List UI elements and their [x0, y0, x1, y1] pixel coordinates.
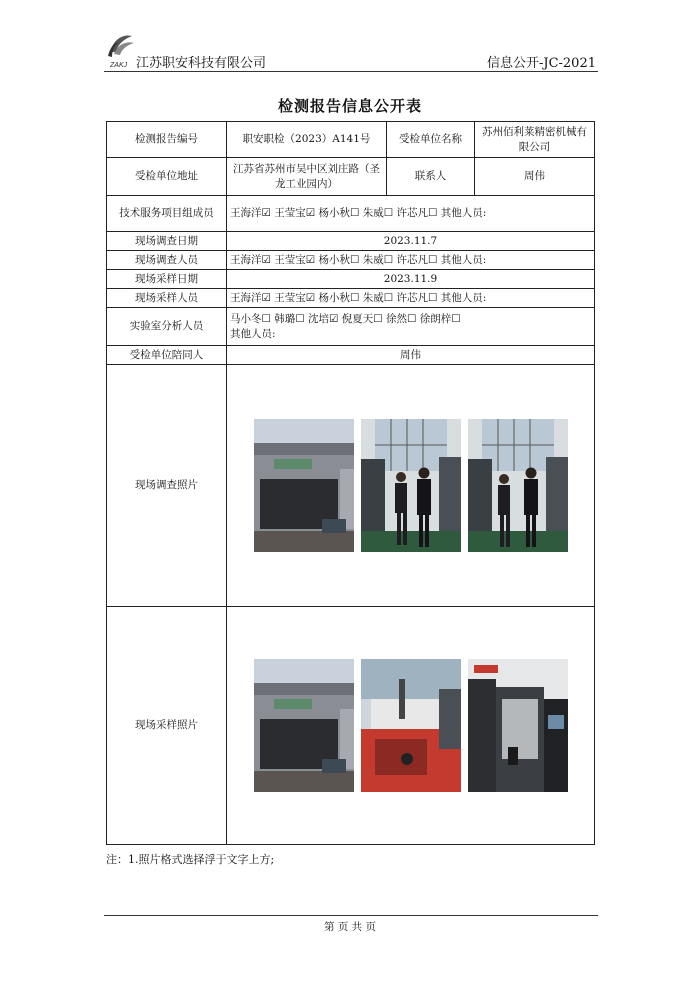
header-rule	[104, 71, 598, 72]
table-row	[107, 270, 595, 289]
document-title: 检测报告信息公开表	[277, 97, 422, 115]
footnote: 注：1.照片格式选择浮于文字上方;	[106, 853, 275, 866]
info-table	[106, 121, 595, 845]
sample-date-value: 2023.11.9	[227, 270, 595, 289]
address-label: 受检单位地址	[107, 158, 227, 196]
page-header	[104, 30, 598, 72]
survey-staff-value: 王海洋☑ 王莹宝☑ 杨小秋☐ 朱威☐ 许芯凡☐ 其他人员:	[227, 251, 595, 270]
logo-text: ZAKJ	[110, 62, 128, 69]
survey-photo-workshop-2	[468, 419, 568, 552]
lab-label: 实验室分析人员	[107, 308, 227, 346]
sample-photo-label: 现场采样照片	[107, 607, 227, 845]
unit-name-label: 受检单位名称	[387, 122, 475, 158]
contact-value: 周伟	[475, 158, 595, 196]
team-value: 王海洋☑ 王莹宝☑ 杨小秋☐ 朱威☐ 许芯凡☐ 其他人员:	[227, 196, 595, 232]
survey-photo-cell	[227, 365, 595, 607]
lab-value-line1: 马小冬☐ 韩璐☐ 沈培☑ 倪夏天☐ 徐然☐ 徐朗梓☐	[230, 312, 461, 325]
report-no-value: 职安职检（2023）A141号	[227, 122, 387, 158]
company-logo	[104, 30, 138, 70]
footer-rule	[104, 915, 598, 916]
survey-photo-label: 现场调查照片	[107, 365, 227, 607]
table-row	[107, 122, 595, 158]
survey-staff-label: 现场调查人员	[107, 251, 227, 270]
escort-label: 受检单位陪同人	[107, 346, 227, 365]
table-row	[107, 289, 595, 308]
company-name: 江苏职安科技有限公司	[136, 56, 267, 71]
report-no-label: 检测报告编号	[107, 122, 227, 158]
sample-date-label: 现场采样日期	[107, 270, 227, 289]
sample-staff-value: 王海洋☑ 王莹宝☑ 杨小秋☐ 朱威☐ 许芯凡☐ 其他人员:	[227, 289, 595, 308]
table-row	[107, 365, 595, 607]
table-row	[107, 346, 595, 365]
lab-value	[227, 308, 595, 346]
survey-date-value: 2023.11.7	[227, 232, 595, 251]
table-row	[107, 196, 595, 232]
unit-name-value: 苏州佰利莱精密机械有限公司	[475, 122, 595, 158]
survey-photo-building	[254, 419, 354, 552]
document-code: 信息公开-JC-2021	[486, 56, 596, 71]
sample-photo-machine-red	[361, 659, 461, 792]
sample-photo-building	[254, 659, 354, 792]
sample-photo-machine-panel	[468, 659, 568, 792]
table-row	[107, 607, 595, 845]
escort-value: 周伟	[227, 346, 595, 365]
sample-staff-label: 现场采样人员	[107, 289, 227, 308]
address-value: 江苏省苏州市吴中区刘庄路（圣龙工业园内）	[227, 158, 387, 196]
sample-photo-cell	[227, 607, 595, 845]
survey-date-label: 现场调查日期	[107, 232, 227, 251]
table-row	[107, 232, 595, 251]
table-row	[107, 251, 595, 270]
lab-value-line2: 其他人员:	[230, 327, 276, 340]
page-footer: 第 页 共 页	[323, 921, 376, 933]
team-label: 技术服务项目组成员	[107, 196, 227, 232]
table-row	[107, 158, 595, 196]
survey-photo-workshop-1	[361, 419, 461, 552]
table-row	[107, 308, 595, 346]
contact-label: 联系人	[387, 158, 475, 196]
